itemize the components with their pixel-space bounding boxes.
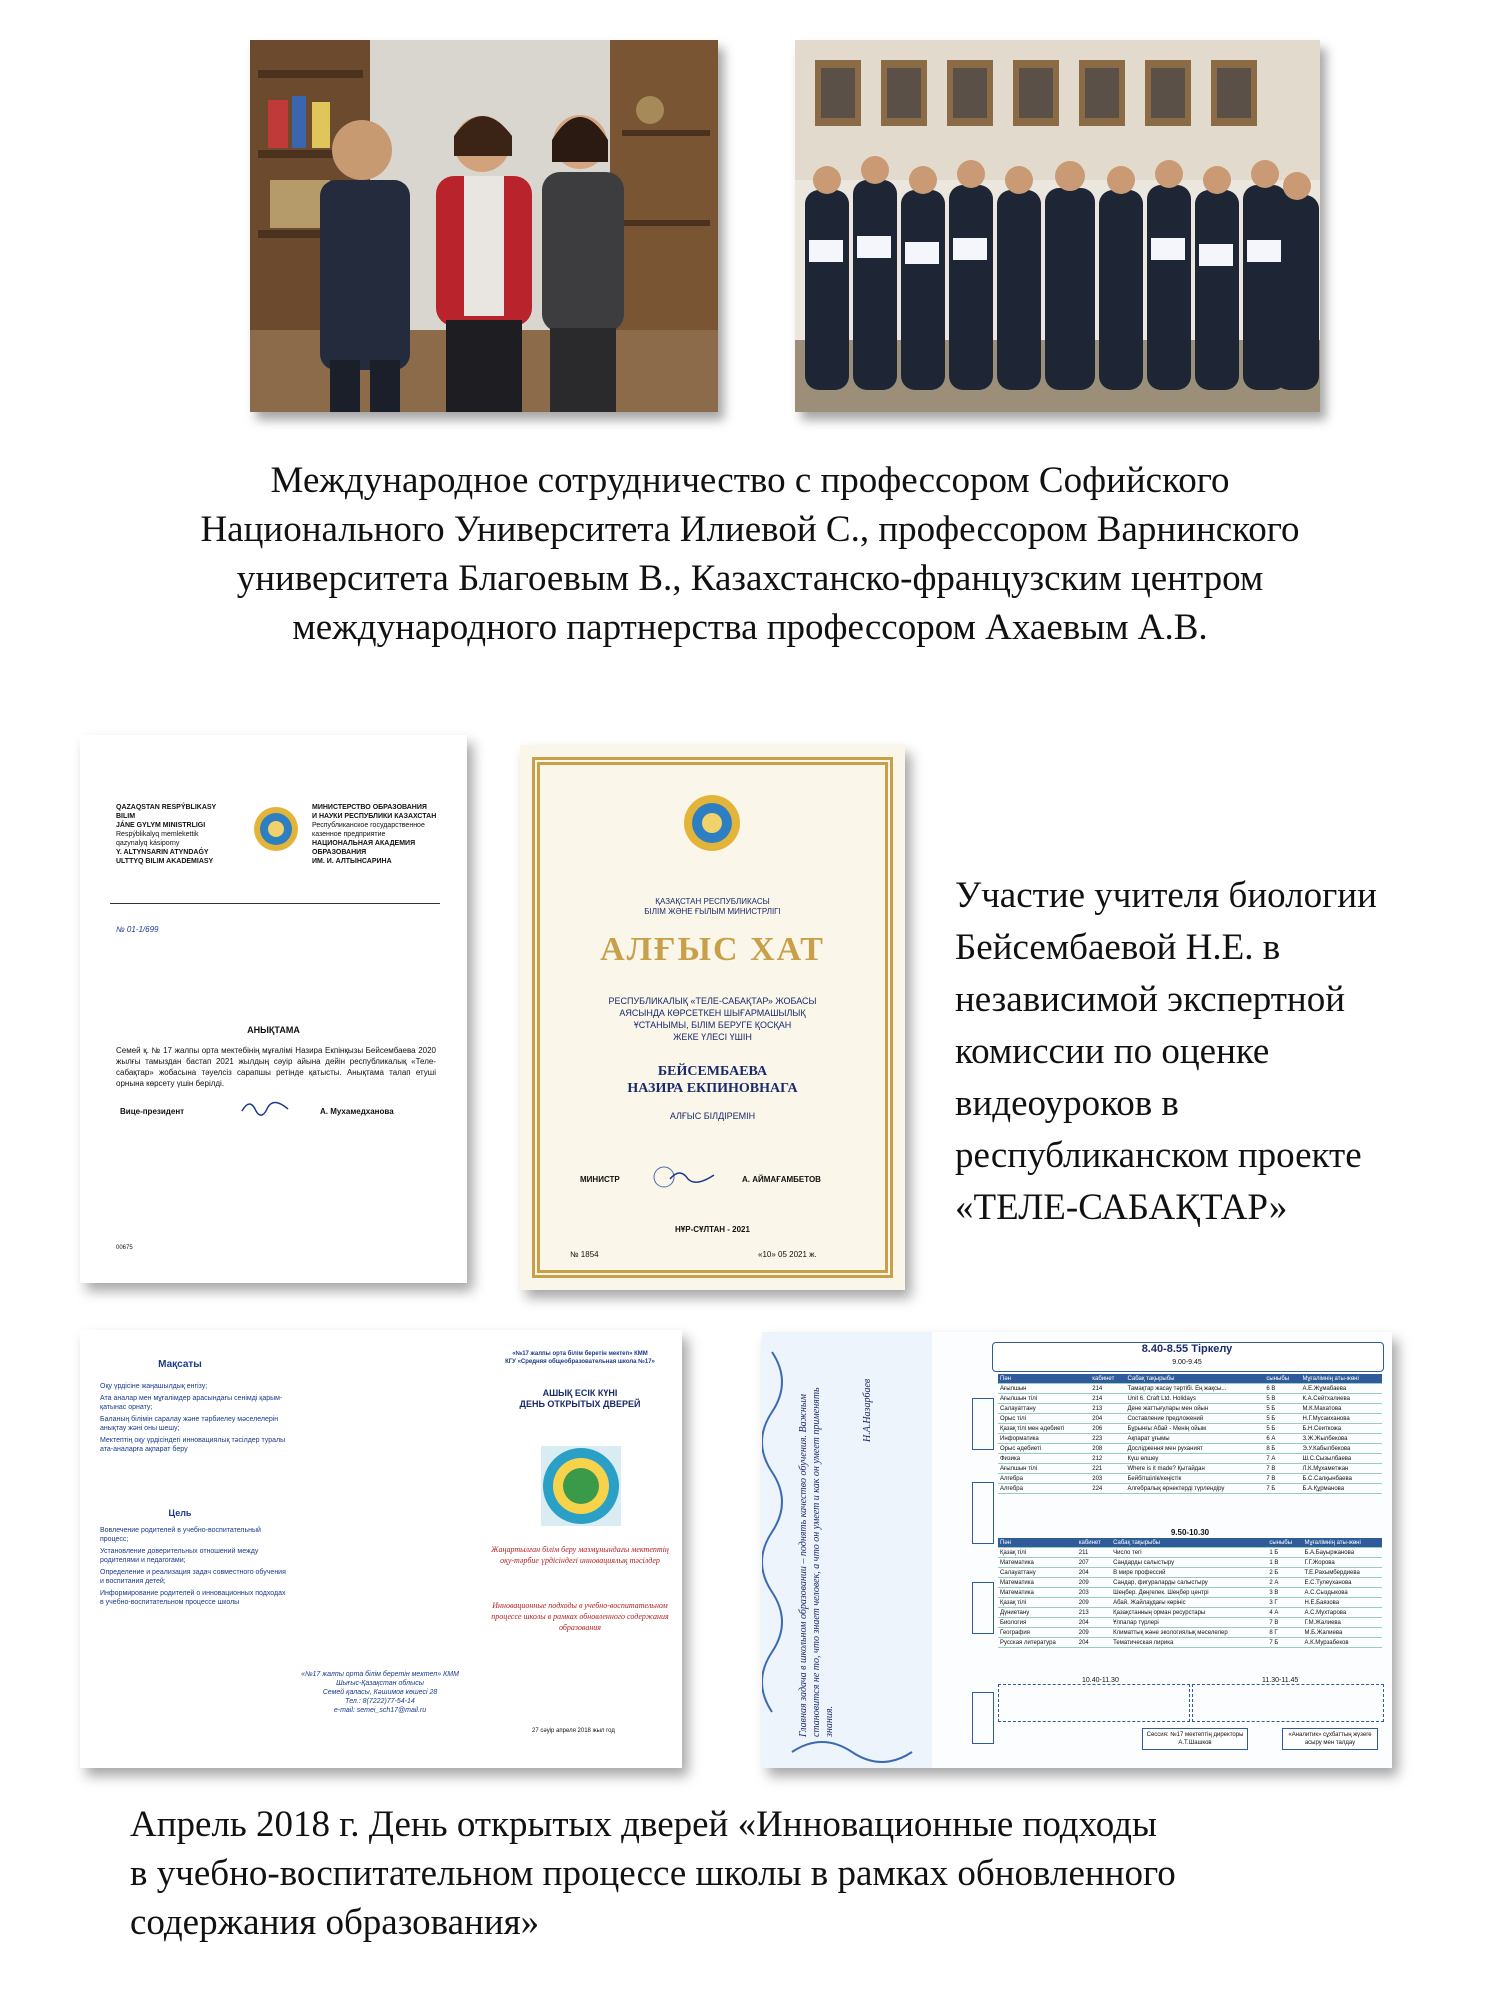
schedule-dashed-box [998,1684,1190,1722]
table-cell: Физика [998,1454,1090,1464]
brochure-school-line [480,1350,680,1366]
table-cell: 7 А [1264,1454,1300,1464]
table-cell: Қазақ тілі [998,1598,1077,1608]
table-cell: Unit 6. Craft Ltd. Holidays [1125,1394,1264,1404]
table-cell: 211 [1077,1548,1111,1558]
text-line: АЯСЫНДА КӨРСЕТКЕН ШЫҒАРМАШЫЛЫҚ [619,1008,806,1018]
table-header-cell: Мұғалімнің аты-жөні [1300,1374,1382,1384]
table-header-cell: Пән [998,1374,1090,1384]
table-cell: 209 [1077,1598,1111,1608]
table-cell: 2 Б [1267,1568,1302,1578]
photo-office-meeting [250,40,718,412]
goal-item: Баланың білімін саралау және тәрбиелеу мәселелерін анықтау жәні оны шешу; [100,1416,279,1432]
org-line: казенное предприятие [312,831,386,838]
letter-footer-code: 00675 [116,1245,133,1251]
side-line: республиканском проекте [955,1135,1362,1176]
letter-signer-name: А. Мухамедханова [320,1107,394,1116]
goal-item: Мектептің оқу үрдісіндегі инновациялық тәсілдер туралы ата-аналарға ақпарат беру [100,1437,286,1453]
table-row [998,1618,1382,1628]
brochure-theme-ru: Инновационные подходы в учебно-воспитательном процессе школы в рамках обновленного содержания образования [491,1601,669,1632]
side-line: комиссии по оценке [955,1031,1270,1072]
table-cell: Дослідження мен руханият [1125,1444,1264,1454]
date-year-ru: год [606,1728,615,1734]
table-cell: Қазақ тілі мен әдебиеті [998,1424,1090,1434]
caption-line: Апрель 2018 г. День открытых дверей «Инновационные подходы [130,1804,1157,1845]
org-line: МИНИСТЕРСТВО ОБРАЗОВАНИЯ [312,804,427,811]
date-year-kz: жыл [592,1728,605,1734]
table-cell: Бейбітшілік/кеңістік [1125,1474,1264,1484]
table-cell: 7 Б [1267,1638,1302,1648]
table-row [998,1394,1382,1404]
date-day: 27 [532,1728,539,1734]
table-cell: Бұрынғы Абай - Менің ойым [1125,1424,1264,1434]
schedule-time-registration: 8.40-8.55 Тіркелу [1141,1343,1233,1355]
table-cell: Б.А.Құрманова [1300,1484,1382,1494]
table-cell: Математика [998,1578,1077,1588]
org-line: ULTTYQ BILIM AKADEMIASY [116,858,214,865]
table-row [998,1558,1382,1568]
table-cell: Составление предложений [1125,1414,1264,1424]
table-cell: Н.Г.Мусаиханова [1300,1414,1382,1424]
certificate-emblem-icon [682,793,742,853]
table-cell: Русская литература [998,1638,1077,1648]
goal-item: Информирование родителей о инновационных подходах в учебно-воспитательном процессе школы [100,1590,286,1606]
school-logo-icon [535,1440,627,1532]
org-line: ОБРАЗОВАНИЯ [312,849,367,856]
schedule-time-first: 9.00-9.45 [1172,1359,1202,1366]
goal-item: Оқу үрдісіне жаңашылдық енгізу; [100,1383,208,1390]
table-cell: 5 Б [1264,1414,1300,1424]
table-cell: Биология [998,1618,1077,1628]
table-cell: 203 [1077,1588,1111,1598]
table-cell: 214 [1090,1394,1125,1404]
date-year: 2018 [577,1728,591,1734]
schedule-block-label [972,1482,994,1544]
table-header-cell: Мұғалімнің аты-жөні [1302,1538,1382,1548]
table-row [998,1598,1382,1608]
schedule-block-label [972,1692,994,1744]
org-line: QAZAQSTAN RESPÝBLIKASY BILIM [116,804,217,820]
table-cell: Е.С.Тулеуханова [1302,1578,1382,1588]
table-cell: 7 Б [1264,1484,1300,1494]
org-line: Respýblikalyq memlekettik [116,831,199,838]
header-line: ҚАЗАҚСТАН РЕСПУБЛИКАСЫ [655,897,770,906]
photo-group-certificates-image [795,40,1320,412]
side-line: «ТЕЛЕ-САБАҚТАР» [955,1187,1288,1228]
name-line: БЕЙСЕМБАЕВА [657,1064,768,1079]
contact-line: «№17 жалпы орта білім беретін мектеп» КММ [301,1671,459,1678]
table-cell: Ақпарат ұғымы [1125,1434,1264,1444]
table-row [998,1384,1382,1394]
thank-you-certificate [520,745,905,1290]
table-cell: Ұлпалар түрлері [1111,1618,1267,1628]
table-cell: Орыс әдебиеті [998,1444,1090,1454]
caption-line: Национального Университета Илиевой С., профессором Варнинского [200,509,1300,550]
table-cell: 204 [1077,1618,1111,1628]
certificate-header [520,897,905,917]
table-cell: 7 В [1267,1618,1302,1628]
table-header-cell: сыныбы [1264,1374,1300,1384]
certificate-text [520,995,905,1043]
table-cell: Т.Е.Рахымбердиева [1302,1568,1382,1578]
table-cell: В мире профессий [1111,1568,1267,1578]
header-line: БІЛІМ ЖӘНЕ ҒЫЛЫМ МИНИСТРЛІГІ [644,907,781,916]
table-row [998,1568,1382,1578]
text-line: ҰСТАНЫМЫ, БІЛІМ БЕРУГЕ ҚОСҚАН [633,1020,792,1030]
school-line: КГУ «Средняя общеобразовательная школа №17» [505,1359,655,1365]
table-cell: 2 А [1267,1578,1302,1588]
brochure-goals-kz [100,1382,290,1457]
table-row [998,1588,1382,1598]
table-cell: 5 В [1264,1394,1300,1404]
table-header-cell: кабинет [1090,1374,1125,1384]
table-cell: 8 Г [1267,1628,1302,1638]
table-header-cell: Пән [998,1538,1077,1548]
letter-org-right [312,803,457,866]
org-line: qazynalyq kásiporny [116,840,180,847]
brochure-goal-title-ru: Цель [168,1508,192,1518]
org-line: JÁNE GYLYM MINISTRLIGI [116,822,206,829]
org-line: Республиканское государственное [312,822,425,829]
table-cell: 5 Б [1264,1404,1300,1414]
table-row [998,1454,1382,1464]
schedule-rows-2 [998,1548,1382,1648]
schedule-quote: Главная задача в школьном образовании – поднять качество обучения. Важным становится не то, что знает человек, а что он умеет и как он умеет применять знания. [798,1387,835,1737]
table-header-row [998,1374,1382,1384]
table-cell: 204 [1090,1414,1125,1424]
table-cell: К.А.Сейтхалиева [1300,1394,1382,1404]
table-cell: 3 В [1267,1588,1302,1598]
table-cell: Математика [998,1558,1077,1568]
text-line: РЕСПУБЛИКАЛЫҚ «ТЕЛЕ-САБАҚТАР» ЖОБАСЫ [608,996,817,1006]
table-cell: 204 [1077,1568,1111,1578]
table-cell: 207 [1077,1558,1111,1568]
schedule-quote-author: Н.А.Назарбаев [862,1378,873,1442]
certificate-title: АЛҒЫС ХАТ [600,931,825,968]
table-cell: Күш өлшеу [1125,1454,1264,1464]
table-cell: Алгебра [998,1474,1090,1484]
table-cell: А.К.Мурзабеков [1302,1638,1382,1648]
table-cell: Салауаттану [998,1568,1077,1578]
schedule-table-1 [998,1374,1382,1494]
table-cell: Сандар, фигураларды салыстыру [1111,1578,1267,1588]
event-ru: ДЕНЬ ОТКРЫТЫХ ДВЕРЕЙ [519,1399,641,1409]
side-line: видеоуроков в [955,1083,1179,1124]
table-header-cell: Сабақ тақырыбы [1111,1538,1267,1548]
table-row [998,1484,1382,1494]
org-line: НАЦИОНАЛЬНАЯ АКАДЕМИЯ [312,840,416,847]
side-line: Бейсембаевой Н.Е. в [955,927,1281,968]
certificate-signature-icon [650,1165,720,1189]
table-row [998,1578,1382,1588]
table-row [998,1608,1382,1618]
certificate-thanks: АЛҒЫС БІЛДІРЕМІН [669,1111,756,1121]
table-cell: 6 В [1264,1384,1300,1394]
caption-line: международного партнерства профессором Ахаевым А.В. [292,607,1208,648]
org-line: И НАУКИ РЕСПУБЛИКИ КАЗАХСТАН [312,813,437,820]
certificate-minister-label: МИНИСТР [580,1175,620,1184]
table-cell: 8 Б [1264,1444,1300,1454]
certificate-date: «10» 05 2021 ж. [758,1250,817,1259]
goal-item: Ата аналар мен мұғалімдер арасындағы сенімді қарым-қатынас орнату; [100,1395,283,1411]
date-month-kz: сәуір [540,1728,555,1734]
table-header-cell: Сабақ тақырыбы [1125,1374,1264,1384]
schedule-rows-1 [998,1384,1382,1494]
letter-title: АНЫҚТАМА [247,1025,300,1035]
open-day-schedule [762,1332,1392,1768]
table-cell: М.К.Махатова [1300,1404,1382,1414]
table-cell: Информатика [998,1434,1090,1444]
table-cell: 212 [1090,1454,1125,1464]
table-cell: Э.У.Кабылбекова [1300,1444,1382,1454]
table-cell: Дүниетану [998,1608,1077,1618]
signature-icon [240,1097,290,1117]
table-cell: Дене жаттығулары мен ойын [1125,1404,1264,1414]
table-cell: 221 [1090,1464,1125,1474]
schedule-block-label [972,1582,994,1634]
caption-line: университета Благоевым В., Казахстанско-французским центром [236,558,1264,599]
brochure-event-title [490,1388,670,1410]
table-cell: Алгебралық өрнектерді түрлендіру [1125,1484,1264,1494]
reference-letter [80,735,467,1283]
table-cell: Б.А.Бауыржанова [1302,1548,1382,1558]
name-line: НАЗИРА ЕКПИНОВНАГА [627,1081,798,1096]
certificate-city: НҰР-СҰЛТАН - 2021 [675,1225,750,1234]
table-row [998,1434,1382,1444]
caption-line: Международное сотрудничество с профессором Софийского [270,460,1230,501]
caption-line: содержания образования» [130,1902,540,1943]
goal-item: Установление доверительных отношений между родителями и педагогами; [100,1548,259,1564]
photo-group-certificates [795,40,1320,412]
table-header-row [998,1538,1382,1548]
letter-divider [110,903,440,904]
brochure-goals-ru [100,1526,290,1610]
contact-line: Шығыс-Қазақстан облысы [336,1680,424,1687]
table-cell: Шеңбер. Дөңгелек. Шеңбер центрі [1111,1588,1267,1598]
schedule-time-second: 9.50-10.30 [1170,1528,1210,1537]
table-header-cell: сыныбы [1267,1538,1302,1548]
table-cell: Ш.С.Сызылбаева [1300,1454,1382,1464]
side-line: независимой экспертной [955,979,1346,1020]
side-line: Участие учителя биологии [955,875,1377,916]
table-cell: Тематическая лирика [1111,1638,1267,1648]
goal-item: Вовлечение родителей в учебно-воспитательный процесс; [100,1527,261,1543]
letter-org-left [116,803,236,866]
event-kz: АШЫҚ ЕСІК КҮНІ [542,1388,618,1398]
caption-open-day [130,1800,1450,1947]
table-cell: 1 В [1267,1558,1302,1568]
table-row [998,1414,1382,1424]
table-cell: 203 [1090,1474,1125,1484]
table-cell: А.С.Мухтарова [1302,1608,1382,1618]
table-cell: Алгебра [998,1484,1090,1494]
caption-line: в учебно-воспитательном процессе школы в рамках обновленного [130,1853,1176,1894]
table-cell: 209 [1077,1578,1111,1588]
table-cell: 223 [1090,1434,1125,1444]
table-row [998,1404,1382,1414]
table-cell: 206 [1090,1424,1125,1434]
letter-signer-role: Вице-президент [120,1107,185,1116]
table-cell: 4 А [1267,1608,1302,1618]
table-cell: Б.Н.Сеиткожа [1300,1424,1382,1434]
table-header-cell: кабинет [1077,1538,1111,1548]
table-cell: Климаттық және экологиялық мәселелер [1111,1628,1267,1638]
table-cell: Н.Е.Баязова [1302,1598,1382,1608]
table-cell: З.Ж.Жылбекова [1300,1434,1382,1444]
brochure-theme-kz: Жаңартылған білім беру мазмұнындағы мектептің оқу-тәрбие үрдісіндегі инновациялық тәсілдер [491,1545,669,1565]
contact-line: Семей қаласы, Кәшимов көшесі 28 [322,1689,438,1696]
table-cell: А.Е.Жұмабаева [1300,1384,1382,1394]
table-row [998,1548,1382,1558]
table-cell: Б.С.Салқынбаева [1300,1474,1382,1484]
table-row [998,1444,1382,1454]
table-cell: Орыс тілі [998,1414,1090,1424]
table-cell: 7 В [1264,1464,1300,1474]
contact-line: e-mail: semei_sch17@mail.ru [333,1707,427,1714]
table-cell: Where is it made? Қытайдан [1125,1464,1264,1474]
schedule-time-third: 10.40-11.30 [1082,1677,1119,1684]
table-cell: Ағылшын [998,1384,1090,1394]
table-cell: Г.Г.Жорова [1302,1558,1382,1568]
table-cell: Сандарды салыстыру [1111,1558,1267,1568]
table-cell: 1 Б [1267,1548,1302,1558]
emblem-icon [252,805,300,853]
brochure-goal-title: Мақсаты [158,1359,202,1370]
text-line: ЖЕКЕ ҮЛЕСІ ҮШІН [673,1032,752,1042]
table-cell: География [998,1628,1077,1638]
table-cell: М.Б.Жалиева [1302,1628,1382,1638]
table-cell: Г.М.Жалиева [1302,1618,1382,1628]
table-cell: Тамақтар жасау тәртібі. Ең жақсы... [1125,1384,1264,1394]
table-cell: 204 [1077,1638,1111,1648]
certificate-recipient [520,1063,905,1097]
table-cell: Салауаттану [998,1404,1090,1414]
schedule-result-box: «Аналитик» сұхбаттың жүзеге асыру мен талдау [1282,1728,1378,1750]
table-cell: 209 [1077,1628,1111,1638]
letter-body: Семей қ. № 17 жалпы орта мектебінің мұғалімі Назира Екпінқызы Бейсембаева 2020 жылғы тамыздан бастап 2021 жылдың сәуір айына дейін республикалық «Теле-сабақтар» жобасына тәуелсіз сарапшы ретінде қатысты. Анықтама талап етуші орнына көрсету үшін берілді. [116,1046,436,1088]
schedule-block-label [972,1398,994,1450]
table-row [998,1638,1382,1648]
table-cell: А.С.Сыздыкова [1302,1588,1382,1598]
schedule-time-fourth: 11.30-11.45 [1262,1677,1299,1684]
goal-item: Определение и реализация задач совместного обучения и воспитания детей; [100,1569,286,1585]
table-row [998,1474,1382,1484]
schedule-table-2 [998,1538,1382,1648]
table-cell: 213 [1090,1404,1125,1414]
table-row [998,1424,1382,1434]
brochure-date [532,1728,682,1735]
table-cell: 208 [1090,1444,1125,1454]
date-month-ru: апреля [556,1728,576,1734]
contact-line: Тел.: 8(7222)77-54-14 [345,1698,415,1705]
certificate-minister-name: А. АЙМАҒАМБЕТОВ [742,1175,821,1184]
table-cell: 3 Г [1267,1598,1302,1608]
table-row [998,1628,1382,1638]
table-cell: Ағылшын тілі [998,1464,1090,1474]
caption-international-cooperation [60,456,1440,652]
table-cell: 7 В [1264,1474,1300,1484]
table-cell: 6 А [1264,1434,1300,1444]
table-cell: Л.К.Мұхаметжан [1300,1464,1382,1474]
schedule-session-box: Сессия: №17 мектептің директоры А.Т.Шашков [1142,1728,1248,1750]
table-row [998,1464,1382,1474]
photo-office-meeting-image [250,40,718,412]
brochure-contacts [280,1670,480,1715]
table-cell: 213 [1077,1608,1111,1618]
table-cell: Число тегі [1111,1548,1267,1558]
table-cell: Қазақ тілі [998,1548,1077,1558]
school-line: «№17 жалпы орта білім беретін мектеп» КММ [512,1351,648,1357]
schedule-dashed-box [1192,1684,1384,1722]
org-line: Y. ALTYNSARIN ATYNDAǴY [116,849,209,856]
table-cell: Қазақстанның орман ресурстары [1111,1608,1267,1618]
table-cell: 5 Б [1264,1424,1300,1434]
table-cell: 224 [1090,1484,1125,1494]
table-cell: Ағылшын тілі [998,1394,1090,1404]
expert-commission-description [955,870,1475,1234]
table-cell: Математика [998,1588,1077,1598]
table-cell: 214 [1090,1384,1125,1394]
certificate-number: № 1854 [570,1250,599,1259]
letter-number: № 01-1/699 [116,925,159,934]
table-cell: Абай. Жайлаудағы көрініс [1111,1598,1267,1608]
open-day-brochure [80,1330,682,1768]
org-line: ИМ. И. АЛТЫНСАРИНА [312,858,392,865]
